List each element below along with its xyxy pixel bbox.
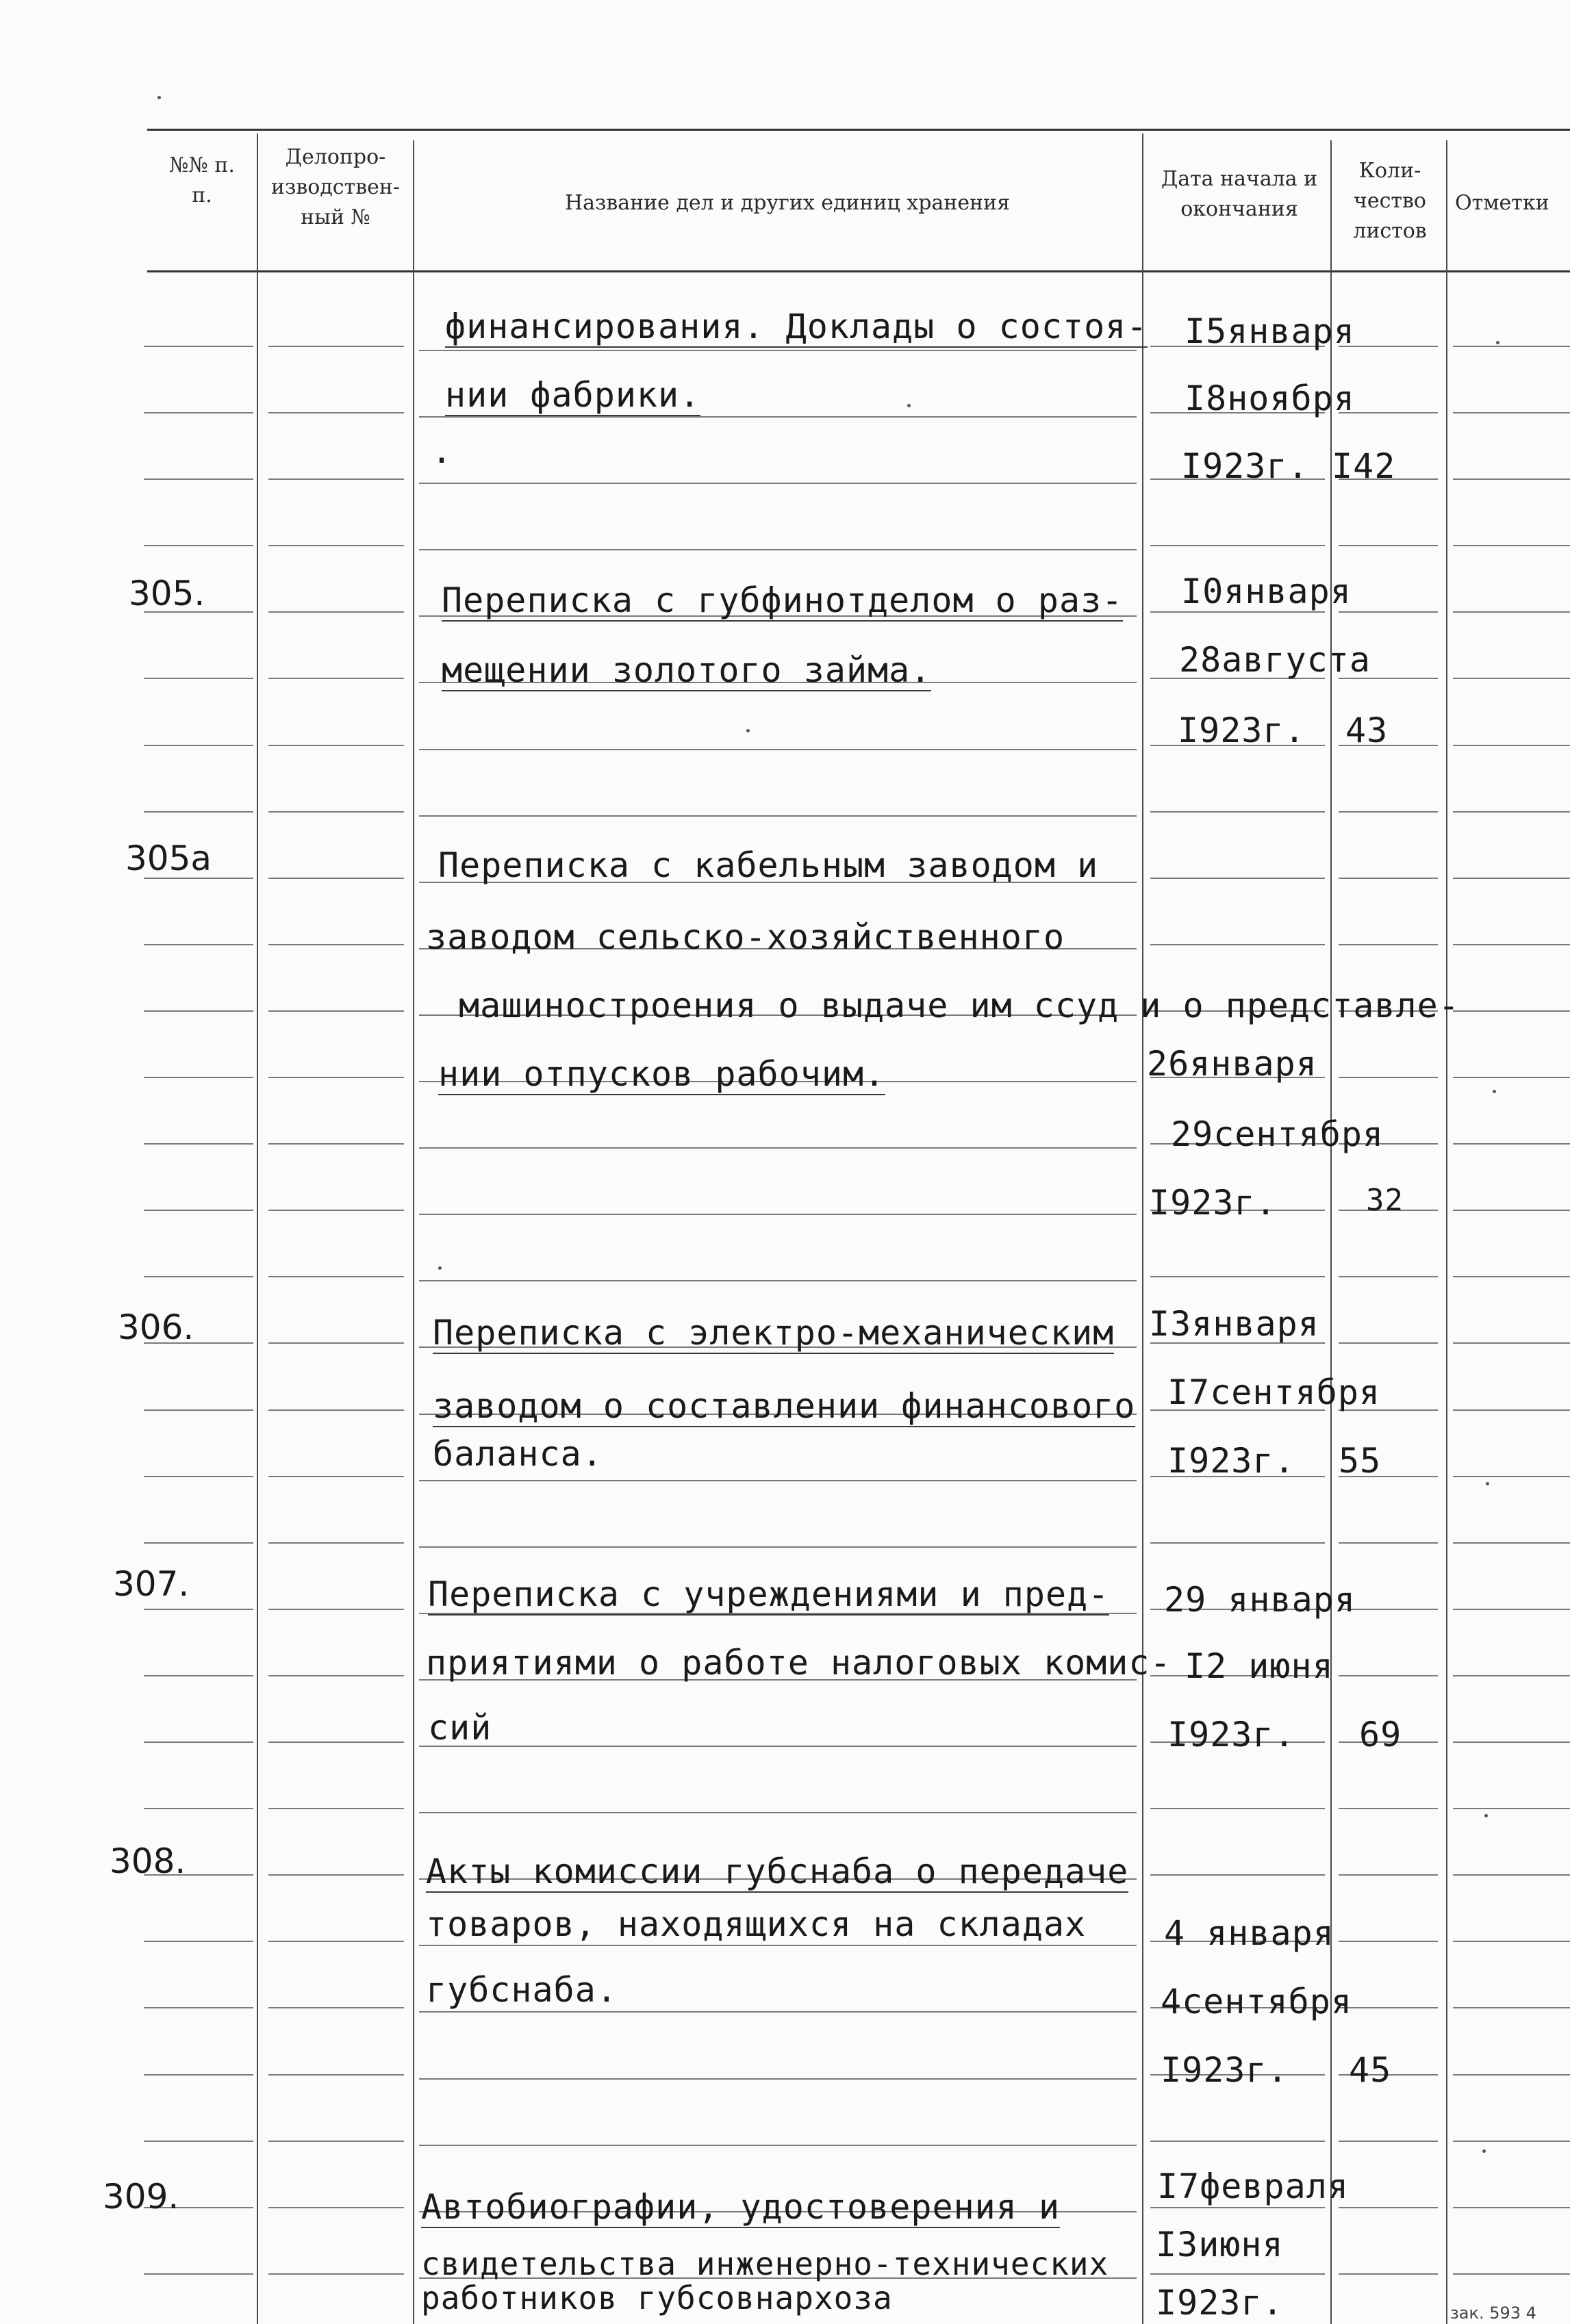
entry-line: Переписка с учреждениями и пред- xyxy=(428,1574,1110,1614)
ruled-line xyxy=(1339,611,1438,613)
ruled-line xyxy=(1453,1210,1570,1211)
ruled-line xyxy=(144,2273,253,2275)
entry-date-year: I923г. xyxy=(1161,2050,1289,2090)
ruled-line xyxy=(268,1609,404,1610)
header-col-dates: Дата начала и окончания xyxy=(1161,167,1318,221)
ruled-line xyxy=(268,1077,404,1078)
entry-date-start: 4 января xyxy=(1164,1913,1334,1953)
ruled-line xyxy=(1453,2007,1570,2008)
table-top-border xyxy=(147,129,1570,131)
ruled-line xyxy=(419,1945,1137,1946)
ruled-line xyxy=(419,350,1137,351)
ruled-line xyxy=(144,2141,253,2142)
entry-line: товаров, находящихся на складах xyxy=(426,1904,1087,1944)
ruled-line xyxy=(268,1143,404,1145)
ruled-line xyxy=(1339,1808,1438,1809)
ruled-line xyxy=(1453,811,1570,813)
ruled-line xyxy=(1339,2007,1438,2008)
ruled-line xyxy=(144,1941,253,1942)
ruled-line xyxy=(268,2074,404,2076)
entry-line: сий xyxy=(428,1708,492,1748)
ruled-line xyxy=(1339,811,1438,813)
ruled-line xyxy=(144,678,253,679)
ruled-line xyxy=(1453,611,1570,613)
ruled-line xyxy=(1453,2141,1570,2142)
ruled-line xyxy=(1453,1609,1570,1610)
ruled-line xyxy=(1453,944,1570,945)
ruled-line xyxy=(1339,1077,1438,1078)
ruled-line xyxy=(1453,1941,1570,1942)
entry-date-end: I3июня xyxy=(1156,2225,1284,2264)
ruled-line xyxy=(268,545,404,546)
ruled-line xyxy=(268,1808,404,1809)
ruled-line xyxy=(1453,745,1570,746)
ruled-line xyxy=(268,611,404,613)
scan-speck xyxy=(907,404,911,407)
entry-date-start: I3января xyxy=(1149,1304,1319,1344)
ruled-line xyxy=(1453,878,1570,879)
header-col-title: Название дел и других единиц хранения xyxy=(564,191,1011,215)
ruled-line xyxy=(1453,2273,1570,2275)
ruled-line xyxy=(1453,1010,1570,1012)
ruled-line xyxy=(1339,878,1438,879)
ruled-line xyxy=(1150,944,1325,945)
ruled-line xyxy=(144,2074,253,2076)
ruled-line xyxy=(1453,1542,1570,1544)
ruled-line xyxy=(1150,611,1325,613)
ruled-line xyxy=(144,1077,253,1078)
entry-date-end: I2 июня xyxy=(1185,1646,1334,1686)
ruled-line xyxy=(1453,1874,1570,1876)
ruled-line xyxy=(144,811,253,813)
ruled-line xyxy=(419,749,1137,750)
ruled-line xyxy=(419,1147,1137,1149)
ruled-line xyxy=(144,1409,253,1411)
ruled-line xyxy=(144,1143,253,1145)
ruled-line xyxy=(268,346,404,347)
ruled-line xyxy=(419,1280,1137,1281)
scan-speck xyxy=(1482,2149,1486,2153)
col-divider-2 xyxy=(413,140,414,2324)
ruled-line xyxy=(1453,678,1570,679)
entry-date-year: I923г. xyxy=(1156,2283,1284,2323)
ruled-line xyxy=(1150,1808,1325,1809)
entry-date-end: I8ноября xyxy=(1185,379,1355,418)
entry-sheets: 45 xyxy=(1349,2050,1392,2090)
scan-speck xyxy=(1486,1482,1489,1485)
entry-line: . xyxy=(431,431,453,471)
scan-speck xyxy=(438,1266,442,1270)
entry-date-year: I923г. xyxy=(1149,1183,1277,1223)
ruled-line xyxy=(144,1808,253,1809)
ruled-line xyxy=(1150,811,1325,813)
entry-line: заводом о составлении финансового xyxy=(433,1386,1136,1426)
ruled-line xyxy=(144,1741,253,1743)
ruled-line xyxy=(1150,2141,1325,2142)
entry-sheets: 43 xyxy=(1345,711,1389,750)
ruled-line xyxy=(419,1214,1137,1215)
ruled-line xyxy=(419,2011,1137,2013)
ruled-line xyxy=(144,1010,253,1012)
ruled-line xyxy=(144,1542,253,1544)
ruled-line xyxy=(268,2273,404,2275)
ruled-line xyxy=(144,1609,253,1610)
ruled-line xyxy=(268,1874,404,1876)
entry-number: 305а xyxy=(125,839,212,878)
ruled-line xyxy=(144,346,253,347)
ruled-line xyxy=(1453,1741,1570,1743)
entry-number: 305. xyxy=(129,574,205,613)
entry-date-year: I923г. xyxy=(1181,446,1309,486)
ruled-line xyxy=(1150,545,1325,546)
entry-line: нии отпусков рабочим. xyxy=(438,1054,886,1094)
ruled-line xyxy=(419,549,1137,550)
col-divider-5 xyxy=(1446,140,1447,2324)
ruled-line xyxy=(1453,1143,1570,1145)
entry-date-year: I923г. xyxy=(1167,1715,1295,1754)
ruled-line xyxy=(144,944,253,945)
ruled-line xyxy=(419,1480,1137,1481)
ruled-line xyxy=(1339,1276,1438,1277)
ruled-line xyxy=(268,1941,404,1942)
ruled-line xyxy=(1339,545,1438,546)
ruled-line xyxy=(268,412,404,413)
header-col-sheets: Коли- чество листов xyxy=(1353,159,1427,243)
entry-line: мещении золотого займа. xyxy=(442,650,932,690)
entry-date-start: 26января xyxy=(1147,1044,1317,1084)
ruled-line xyxy=(268,2207,404,2208)
entry-sheets: I42 xyxy=(1332,446,1396,486)
ruled-line xyxy=(144,1476,253,1477)
ruled-line xyxy=(268,1476,404,1477)
entry-line: губснаба. xyxy=(426,1970,618,2010)
entry-date-start: I5января xyxy=(1185,311,1355,351)
entry-line: работников губсовнархоза xyxy=(421,2280,893,2316)
entry-line: Акты комиссии губснаба о передаче xyxy=(426,1852,1129,1891)
ruled-line xyxy=(419,1546,1137,1548)
ruled-line xyxy=(144,478,253,480)
ruled-line xyxy=(1339,1874,1438,1876)
header-col-office: Делопро- изводствен- ный № xyxy=(271,145,400,229)
ruled-line xyxy=(268,2007,404,2008)
ruled-line xyxy=(268,478,404,480)
entry-number: 308. xyxy=(110,1841,186,1881)
entry-line: Переписка с губфинотделом о раз- xyxy=(442,580,1124,620)
ruled-line xyxy=(419,1812,1137,1813)
ruled-line xyxy=(1339,1675,1438,1676)
col-divider-3 xyxy=(1142,133,1143,2324)
entry-date-year: I923г. xyxy=(1167,1441,1295,1481)
entry-line: приятиями о работе налоговых комис- xyxy=(426,1643,1172,1683)
ruled-line xyxy=(419,2078,1137,2080)
entry-line: нии фабрики. xyxy=(445,375,701,415)
ruled-line xyxy=(1339,2273,1438,2275)
entry-line: Переписка с электро-механическим xyxy=(433,1313,1115,1353)
entry-date-end: 29сентября xyxy=(1171,1114,1384,1154)
ruled-line xyxy=(268,944,404,945)
ruled-line xyxy=(144,1210,253,1211)
ruled-line xyxy=(1453,1476,1570,1477)
ruled-line xyxy=(1339,1941,1438,1942)
entry-date-start: 29 января xyxy=(1164,1580,1356,1620)
ruled-line xyxy=(1453,1675,1570,1676)
ruled-line xyxy=(1150,1874,1325,1876)
ruled-line xyxy=(1453,545,1570,546)
ruled-line xyxy=(144,545,253,546)
ruled-line xyxy=(1453,1808,1570,1809)
footer-note: зак. 593 4 xyxy=(1450,2303,1536,2323)
entry-number: 306. xyxy=(118,1307,194,1347)
ruled-line xyxy=(268,1010,404,1012)
entry-date-start: I0января xyxy=(1181,572,1352,611)
entry-sheets: 69 xyxy=(1359,1715,1402,1754)
ruled-line xyxy=(268,878,404,879)
ruled-line xyxy=(1453,2074,1570,2076)
scan-speck xyxy=(1484,1814,1488,1817)
header-col-notes: Отметки xyxy=(1455,191,1549,215)
entry-date-end: 28августа xyxy=(1179,640,1371,680)
scan-speck xyxy=(157,96,161,99)
ruled-line xyxy=(1339,1542,1438,1544)
entry-sheets: 55 xyxy=(1339,1441,1382,1481)
ruled-line xyxy=(1339,2207,1438,2208)
header-bottom-border xyxy=(147,270,1570,272)
ruled-line xyxy=(268,1409,404,1411)
ruled-line xyxy=(1150,1542,1325,1544)
entry-line: машиностроения о выдаче им ссуд и о представле- xyxy=(459,986,1460,1025)
entry-date-end: I7сентября xyxy=(1167,1372,1381,1412)
ruled-line xyxy=(144,412,253,413)
ruled-line xyxy=(268,1210,404,1211)
col-divider-1 xyxy=(257,133,258,2324)
ruled-line xyxy=(268,1675,404,1676)
entry-line: заводом сельско-хозяйственного xyxy=(426,917,1065,957)
ruled-line xyxy=(1453,346,1570,347)
entry-line: Автобиографии, удостоверения и xyxy=(421,2187,1061,2227)
scan-speck xyxy=(1496,341,1499,344)
ruled-line xyxy=(1339,944,1438,945)
ruled-line xyxy=(144,1276,253,1277)
header-col-num: №№ п. п. xyxy=(169,153,235,207)
entry-number: 309. xyxy=(103,2177,179,2217)
entry-date-year: I923г. xyxy=(1178,711,1306,750)
ruled-line xyxy=(144,745,253,746)
ruled-line xyxy=(1339,2141,1438,2142)
entry-date-start: I7февраля xyxy=(1157,2167,1349,2206)
entry-number: 307. xyxy=(113,1564,190,1604)
ruled-line xyxy=(419,483,1137,484)
ruled-line xyxy=(1453,1077,1570,1078)
scan-speck xyxy=(1493,1090,1496,1093)
ruled-line xyxy=(1453,412,1570,413)
ruled-line xyxy=(1453,1409,1570,1411)
ruled-line xyxy=(268,1342,404,1344)
ruled-line xyxy=(1453,1342,1570,1344)
entry-sheets: 32 xyxy=(1366,1183,1404,1218)
ruled-line xyxy=(1150,878,1325,879)
ruled-line xyxy=(268,1741,404,1743)
entry-line: финансирования. Доклады о состоя- xyxy=(445,307,1148,346)
ruled-line xyxy=(1150,2273,1325,2275)
ruled-line xyxy=(1453,1276,1570,1277)
ruled-line xyxy=(419,416,1137,418)
ruled-line xyxy=(268,811,404,813)
ruled-line xyxy=(419,2145,1137,2146)
ruled-line xyxy=(1339,1342,1438,1344)
ruled-line xyxy=(268,1276,404,1277)
ruled-line xyxy=(1453,2207,1570,2208)
ruled-line xyxy=(268,1542,404,1544)
entry-line: Переписка с кабельным заводом и xyxy=(438,845,1099,885)
ruled-line xyxy=(1150,2207,1325,2208)
entry-line: свидетельства инженерно-технических xyxy=(421,2245,1109,2282)
entry-line: баланса. xyxy=(433,1434,603,1474)
ruled-line xyxy=(1453,478,1570,480)
ruled-line xyxy=(268,2141,404,2142)
scan-speck xyxy=(746,729,750,732)
ruled-line xyxy=(419,1746,1137,1747)
ruled-line xyxy=(144,2007,253,2008)
ruled-line xyxy=(268,745,404,746)
ruled-line xyxy=(144,1675,253,1676)
entry-date-end: 4сентября xyxy=(1161,1982,1352,2021)
ruled-line xyxy=(268,678,404,679)
ruled-line xyxy=(1150,1276,1325,1277)
ruled-line xyxy=(419,815,1137,817)
